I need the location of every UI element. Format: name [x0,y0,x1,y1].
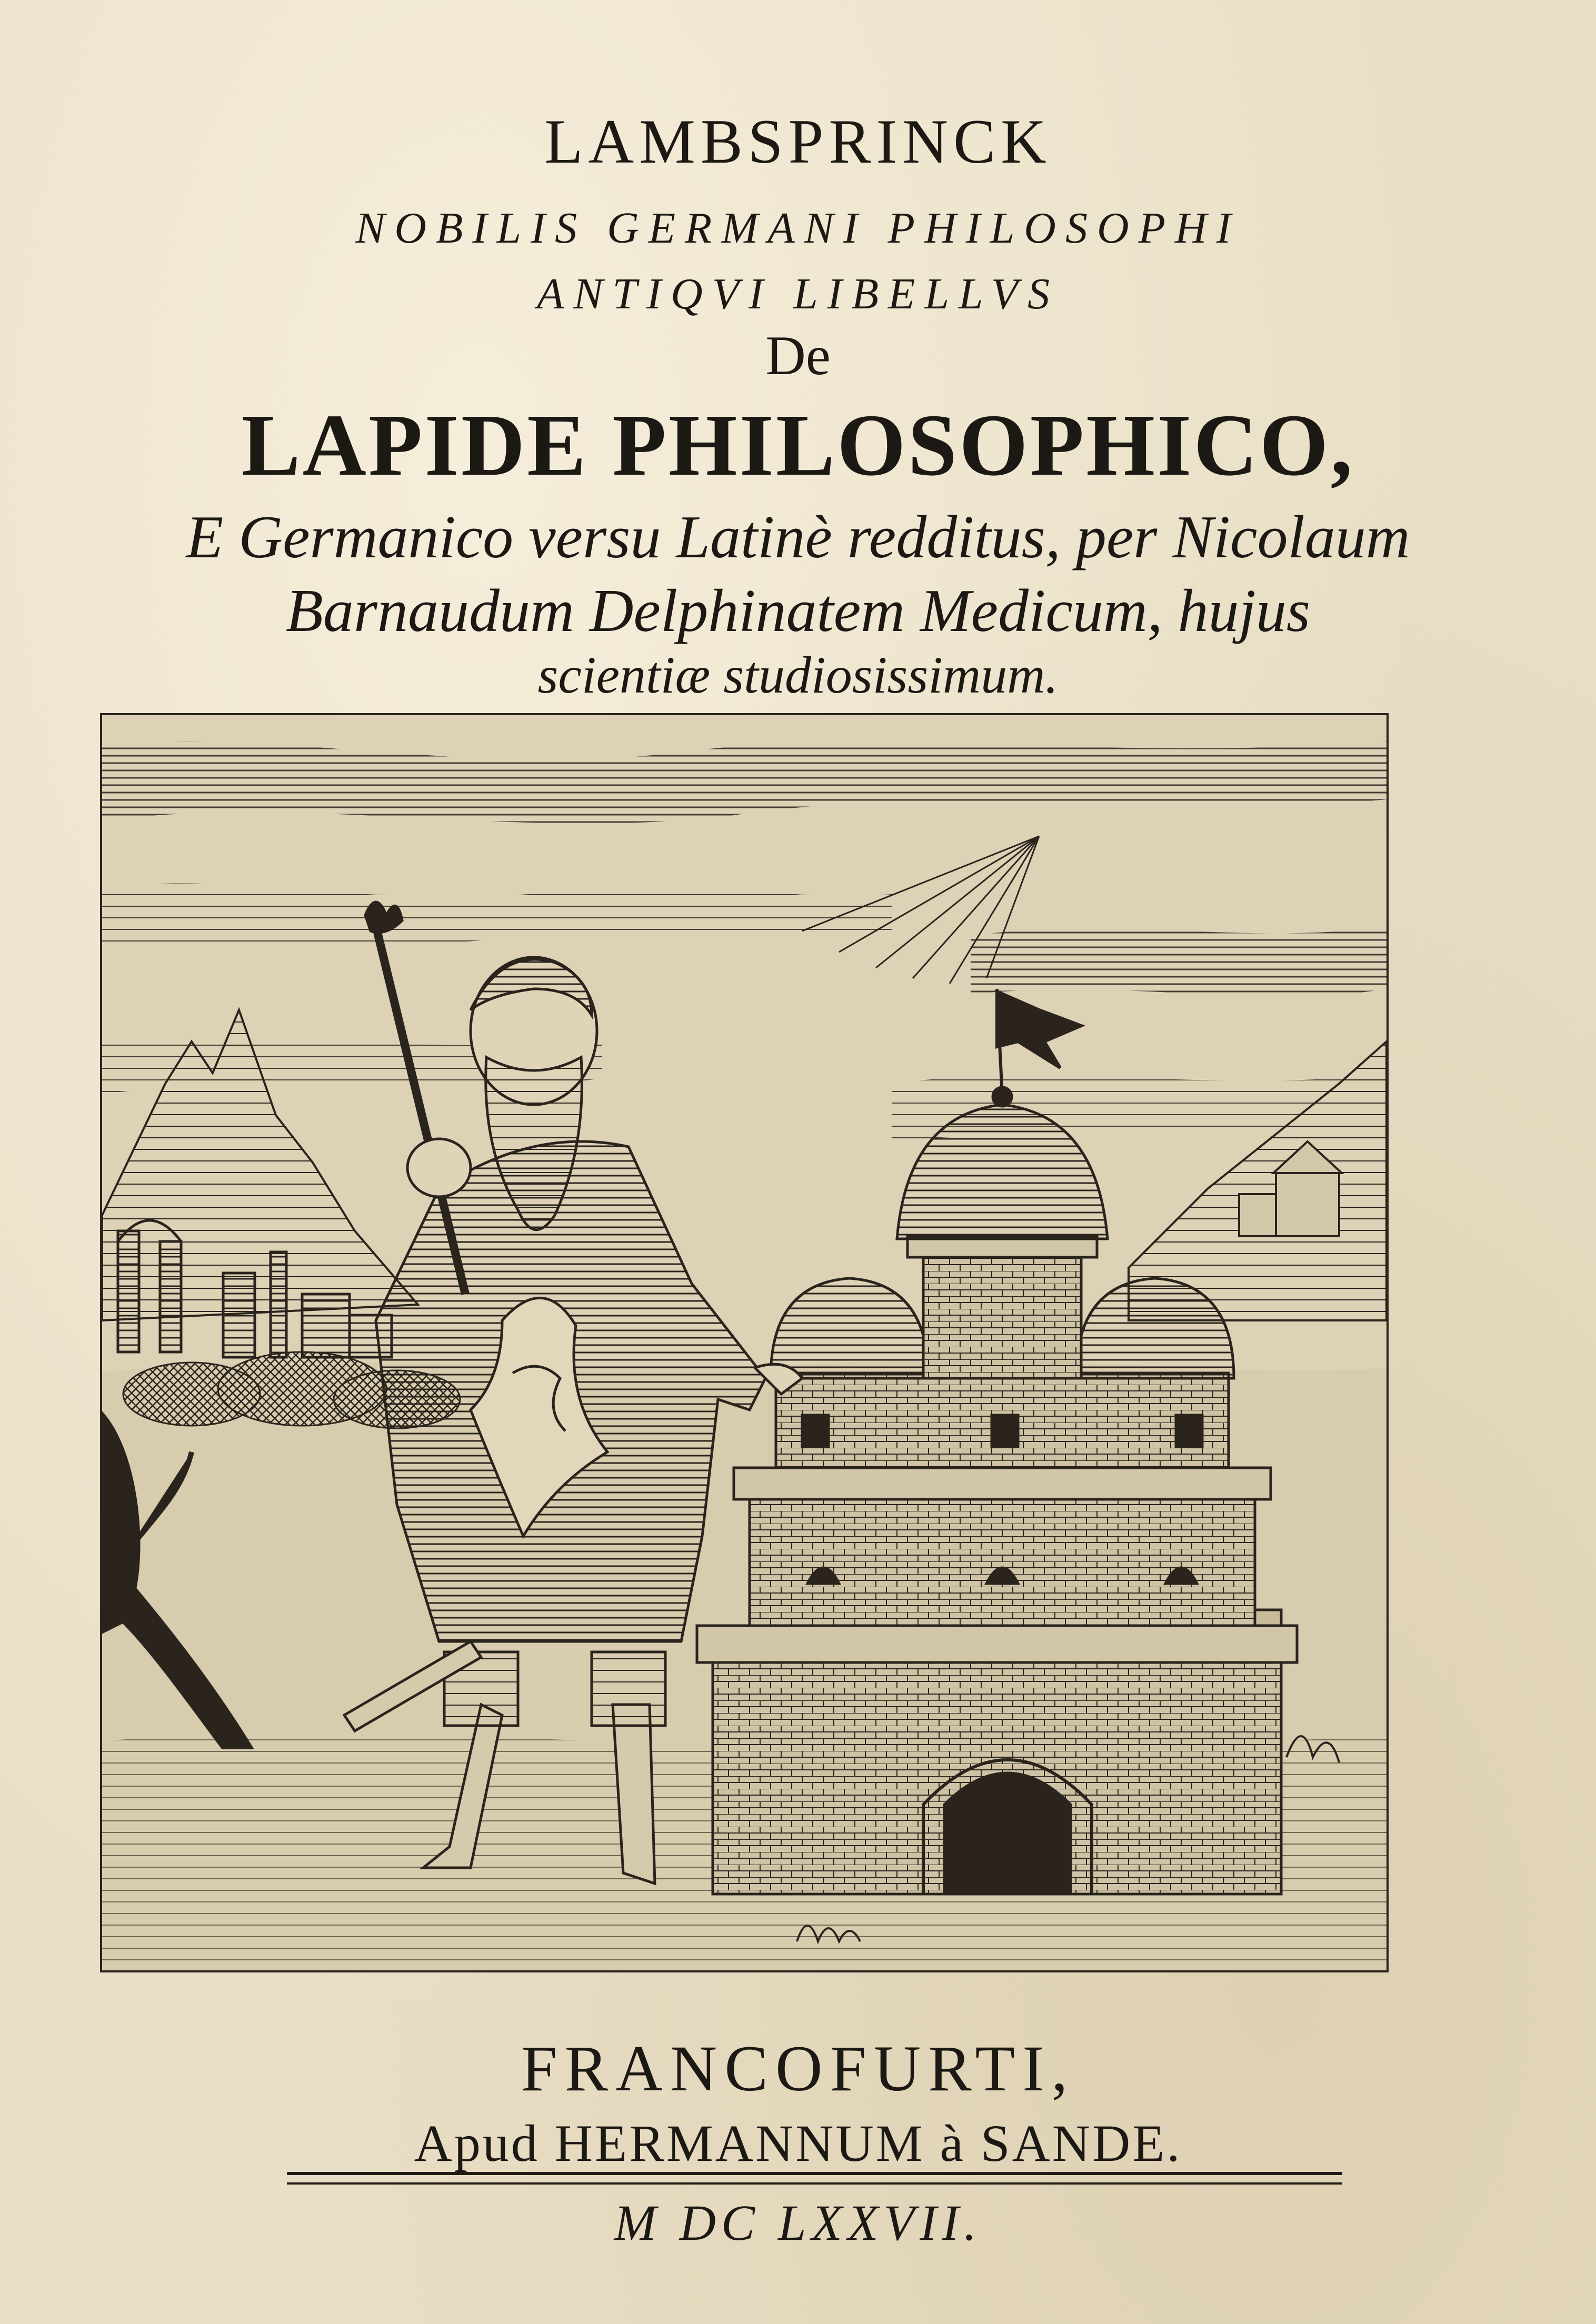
engraving-plate [100,713,1389,1972]
main-title: LAPIDE PHILOSOPHICO, [241,396,1355,494]
imprint-place: FRANCOFURTI, [521,2032,1075,2105]
imprint-publisher: Apud HERMANNUM à SANDE. [414,2114,1182,2172]
title-de: De [765,325,831,386]
subtitle-line-2: ANTIQVI LIBELLVS [537,269,1059,318]
subtitle-line-1: NOBILIS GERMANI PHILOSOPHI [355,204,1241,253]
translation-line-3: scientiæ studiosissimum. [537,646,1059,704]
imprint-year: M DC LXXVII. [614,2195,982,2251]
engraving-illustration [102,715,1386,1970]
author-title: LAMBSPRINCK [544,106,1052,176]
translation-line-2: Barnaudum Delphinatem Medicum, hujus [286,577,1310,645]
translation-line-1: E Germanico versu Latinè redditus, per Nicolaum [186,504,1410,571]
imprint-rule [287,2172,1342,2185]
sky-clouds [102,742,1386,1141]
